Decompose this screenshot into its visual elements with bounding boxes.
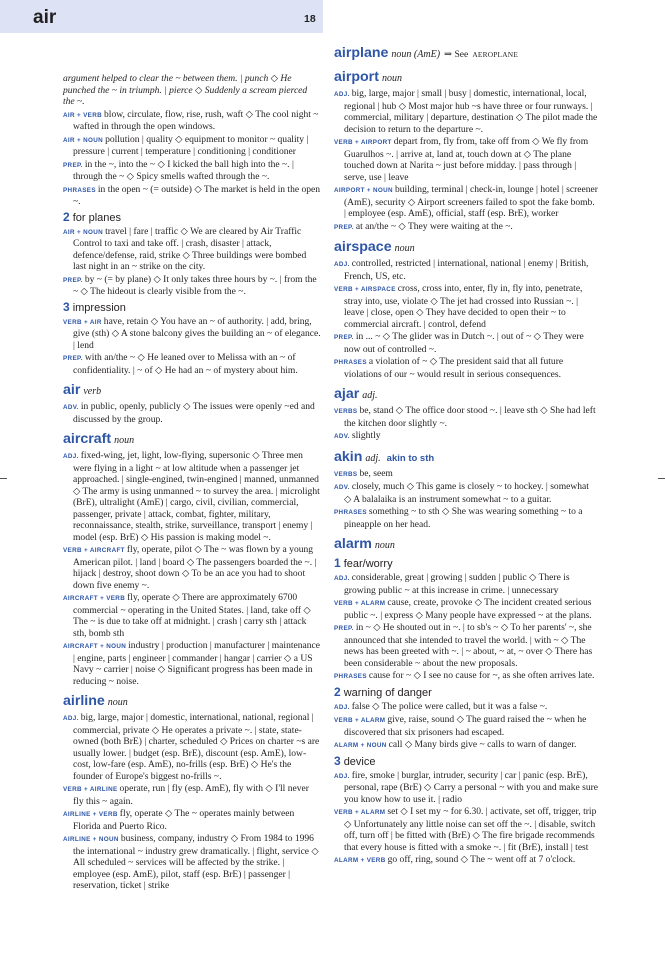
part-of-speech: adj. (365, 452, 381, 464)
headword: airplane (334, 45, 389, 61)
collocation-line (63, 159, 321, 183)
collocation-label: VERB + AIRCRAFT (63, 547, 125, 554)
part-of-speech: noun (AmE) (391, 49, 441, 60)
collocation-label: PREP. (334, 334, 354, 341)
collocation-text: slightly (351, 430, 381, 441)
headword: air (63, 382, 81, 398)
headword-line (63, 430, 321, 449)
collocation-label: PREP. (63, 276, 83, 284)
headword: airport (334, 69, 379, 85)
collocation-label: PREP. (334, 223, 354, 231)
right-column (334, 39, 598, 868)
sense-label: device (343, 755, 376, 768)
collocation-text: call ◇ Many birds give ~ calls to warn of danger. (388, 739, 577, 750)
crop-mark-left (0, 478, 7, 479)
collocation-label: ADV. (334, 433, 350, 440)
collocation-text: big, large, major | domestic, international, national, regional | commercial, private ◇ He operates a private ~. | state, state-owned (both BrE) | charter, scheduled ◇ Prices on charter ~s are usually lower. | budget (esp. BrE), discount (esp. AmE), low-cost, low-fare (esp. AmE), no-frills (esp. BrE) ◇ He's the founder of Europe's biggest no-frills ~. (73, 712, 320, 782)
collocation-line (63, 783, 321, 807)
headword-line (334, 385, 598, 404)
cross-reference: ⇒ See (444, 49, 469, 60)
collocation-label: VERB + ALARM (334, 600, 386, 607)
headword: aircraft (63, 431, 112, 447)
collocation-label: AIRLINE + NOUN (63, 836, 119, 843)
collocation-label: ADJ. (334, 261, 350, 268)
collocation-label: VERBS (334, 408, 358, 415)
collocation-text: building, terminal | check-in, lounge | hotel | screener (AmE), security ◇ Airport screeners failed to spot the fake bomb. | employee (esp. AmE), official, staff (esp. BrE), worker (344, 184, 598, 219)
collocation-line (63, 316, 321, 352)
collocation-label: PHRASES (334, 673, 367, 680)
headword-line (334, 68, 598, 87)
collocation-label: ALARM + VERB (334, 857, 386, 864)
collocation-text: in ~ ◇ He shouted out in ~. | to sb's ~ ◇ To her parents' ~, she announced that she intended to travel the world. | with ~ ◇ The news has been greeted with ~. | ~ about, ~ at, ~ over ◇ There has been considerable ~ about the new proposals. (344, 622, 593, 669)
collocation-line (334, 770, 598, 806)
collocation-line (63, 640, 321, 687)
collocation-text: in the ~, into the ~ ◇ I kicked the ball high into the ~. | through the ~ ◇ Spicy smells wafted through the ~. (73, 158, 294, 182)
collocation-label: PHRASES (63, 186, 96, 194)
collocation-line (63, 274, 321, 298)
collocation-line (334, 806, 598, 853)
collocation-text: a violation of ~ ◇ The president said that all future violations of our ~ would result in serious consequences. (344, 356, 564, 380)
collocation-line (63, 450, 321, 543)
collocation-label: AIRCRAFT + VERB (63, 595, 126, 602)
collocation-line (334, 221, 598, 234)
collocation-text: by ~ (= by plane) ◇ It only takes three hours by ~. | from the ~ ◇ The hideout is clearly visible from the ~. (73, 273, 317, 297)
collocation-label: ADV. (334, 484, 350, 491)
sense-heading (63, 301, 321, 315)
collocation-line (334, 184, 598, 220)
collocation-text: cross, cross into, enter, fly in, fly into, penetrate, stray into, use, violate ◇ The jet had crossed into Russian ~. | leave | close, open ◇ They have decided to open their ~ to commercial aircraft. | control, defend (344, 283, 583, 330)
sense-heading (63, 211, 321, 225)
part-of-speech: verb (83, 386, 102, 397)
collocation-label: VERB + AIRLINE (63, 786, 118, 793)
collocation-label: AIRPORT + NOUN (334, 187, 393, 194)
part-of-speech: noun (114, 435, 135, 446)
sub-headword: akin to sth (386, 452, 435, 464)
collocation-line (334, 283, 598, 330)
collocation-line (334, 481, 598, 505)
collocation-line (334, 430, 598, 443)
collocation-line (63, 184, 321, 208)
headword-line (63, 692, 321, 711)
collocation-line (334, 136, 598, 183)
collocation-label: AIRLINE + VERB (63, 811, 118, 818)
headword: airline (63, 693, 105, 709)
entry-continuation (63, 73, 321, 108)
collocation-label: PHRASES (334, 509, 367, 516)
collocation-line (63, 592, 321, 639)
collocation-label: AIRCRAFT + NOUN (63, 643, 127, 650)
collocation-text: travel | fare | traffic ◇ We are cleared by Air Traffic Control to taxi and take off. | crash, disaster | attack, defence/defense, raid, strike ◇ Three buildings were bombed last night in an ~ strike on the city. (73, 225, 307, 272)
collocation-label: ADJ. (334, 703, 350, 711)
collocation-line (63, 833, 321, 892)
collocation-text: blow, circulate, flow, rise, rush, waft ◇ The cool night ~ wafted in through the open windows. (73, 108, 319, 132)
collocation-line (334, 622, 598, 669)
crop-mark-right (658, 478, 665, 479)
collocation-text: cause for ~ ◇ I see no cause for ~, as she often arrives late. (368, 670, 595, 681)
headword-line (334, 448, 598, 467)
collocation-label: PREP. (63, 161, 83, 169)
collocation-label: ADJ. (334, 91, 350, 98)
collocation-line (334, 258, 598, 282)
collocation-text: go off, ring, sound ◇ The ~ went off at 7 o'clock. (387, 854, 576, 865)
headword-line (334, 535, 598, 554)
part-of-speech: noun (107, 697, 128, 708)
collocation-line (334, 405, 598, 429)
collocation-text: fly, operate ◇ There are approximately 6700 commercial ~ operating in the United States. | land, take off ◇ The ~ is due to take off at midnight. | crash | carry sth | attack sth, bomb sth (73, 592, 311, 639)
collocation-line (334, 854, 598, 867)
sense-heading (334, 686, 598, 700)
collocation-line (334, 356, 598, 380)
collocation-label: ADV. (63, 404, 79, 411)
collocation-text: pollution | quality ◇ equipment to monitor ~ quality | pressure | current | temperature | conditioning | conditioner (73, 133, 309, 157)
sense-label: impression (72, 301, 126, 314)
collocation-text: fly, operate, pilot ◇ The ~ was flown by a young American pilot. | land | board ◇ The passengers boarded the ~. | hijack | destroy, shoot down ◇ To be an ace you had to shoot down five enemy ~. (73, 544, 317, 591)
collocation-line (334, 714, 598, 738)
collocation-text: give, raise, sound ◇ The guard raised the ~ when he discovered that six prisoners had escaped. (344, 714, 587, 738)
headword-line (334, 238, 598, 257)
collocation-label: VERB + ALARM (334, 717, 386, 724)
sense-label: fear/worry (343, 558, 393, 570)
sense-label: warning of danger (343, 686, 432, 699)
collocation-line (63, 808, 321, 832)
collocation-text: be, stand ◇ The office door stood ~. | leave sth ◇ She had left the kitchen door slightly ~. (344, 405, 596, 429)
collocation-line (63, 352, 321, 376)
sense-heading (334, 755, 598, 769)
collocation-line (334, 670, 598, 683)
collocation-line (334, 506, 598, 530)
collocation-line (63, 226, 321, 273)
collocation-text: in the open ~ (= outside) ◇ The market is held in the open ~. (73, 183, 321, 207)
collocation-text: closely, much ◇ This game is closely ~ to hockey. | somewhat ◇ A balalaika is an instrument somewhat ~ to a guitar. (344, 481, 589, 505)
collocation-line (63, 134, 321, 158)
collocation-label: PHRASES (334, 359, 367, 366)
collocation-text: false ◇ The police were called, but it was a false ~. (351, 700, 548, 712)
part-of-speech: adj. (362, 390, 378, 401)
part-of-speech: noun (374, 540, 395, 551)
headword-line (63, 381, 321, 400)
sense-number: 3 (334, 753, 341, 768)
collocation-label: AIR + VERB (63, 111, 103, 119)
collocation-text: business, company, industry ◇ From 1984 to 1996 the international ~ industry grew dramatically. | flight, service ◇ All scheduled ~ services will be affected by the strike. | employee (esp. AmE), pilot, staff (esp. BrE) | passenger | reservation, ticket | strike (73, 833, 319, 891)
sense-number: 3 (63, 299, 70, 314)
collocation-label: ALARM + NOUN (334, 742, 387, 749)
collocation-line (63, 401, 321, 425)
sense-number: 1 (334, 556, 341, 570)
collocation-text: set ◇ I set my ~ for 6.30. | activate, set off, trigger, trip ◇ Unfortunately any little noise can set off the ~. | disable, switch off, turn off | be fitted with (BrE) ◇ The fire brigade recommends that every house is fitted with a smoke ~. | fit (BrE), install | test (344, 806, 597, 853)
collocation-line (334, 701, 598, 714)
collocation-label: VERBS (334, 470, 358, 478)
running-headword: air (33, 7, 57, 28)
left-column (63, 73, 321, 893)
headword: akin (334, 448, 363, 465)
collocation-text: controlled, restricted | international, national | enemy | British, French, US, etc. (344, 258, 589, 282)
sense-heading (334, 557, 598, 571)
part-of-speech: noun (381, 73, 402, 84)
collocation-text: be, seem (359, 467, 393, 479)
collocation-label: PREP. (63, 355, 83, 362)
headword: alarm (334, 536, 372, 552)
collocation-text: something ~ to sth ◇ She was wearing something ~ to a pineapple on her head. (344, 506, 583, 530)
sense-number: 2 (334, 684, 341, 699)
cross-reference-word: AEROPLANE (472, 50, 519, 59)
headword-line (334, 44, 598, 63)
collocation-line (334, 572, 598, 596)
collocation-text: with an/the ~ ◇ He leaned over to Melissa with an ~ of confidentiality. | ~ of ◇ He had an ~ of mystery about him. (73, 352, 298, 376)
collocation-text: have, retain ◇ You have an ~ of authority. | add, bring, give (sth) ◇ A stone balcony gives the building an ~ of elegance. | lend (73, 315, 321, 351)
collocation-label: AIR + NOUN (63, 228, 104, 236)
collocation-label: VERB + AIRPORT (334, 139, 392, 146)
collocation-text: in ... ~ ◇ The glider was in Dutch ~. | out of ~ ◇ They were now out of controlled ~. (344, 331, 584, 355)
sense-label: for planes (72, 211, 121, 224)
collocation-label: PREP. (334, 625, 354, 632)
collocation-label: ADJ. (63, 715, 79, 722)
headword: ajar (334, 386, 360, 402)
collocation-line (334, 331, 598, 355)
collocation-text: depart from, fly from, take off from ◇ We fly from Guarulhos ~. | arrive at, land at, touch down at ◇ The plane touched down at Narita ~ just before midday. | pass through | serve, use | leave (344, 136, 589, 183)
collocation-text: fire, smoke | burglar, intruder, security | car | panic (esp. BrE), personal, rape (BrE) ◇ Carry a personal ~ with you and make sure you know how to use it. | radio (344, 769, 599, 805)
collocation-text: considerable, great | growing | sudden | public ◇ There is growing public ~ at this increase in crime. | unnecessary (344, 572, 570, 596)
collocation-line (334, 88, 598, 135)
collocation-line (334, 468, 598, 481)
collocation-line (63, 109, 321, 133)
collocation-label: VERB + ALARM (334, 809, 386, 816)
collocation-text: in public, openly, publicly ◇ The issues were openly ~ed and discussed by the group. (73, 401, 315, 425)
part-of-speech: noun (394, 243, 415, 254)
collocation-text: industry | production | manufacturer | maintenance | engine, parts | engineer | commander | hangar | carrier ◇ a US Navy ~ carrier | noise ◇ Significant progress has been made in reducing ~ noise. (73, 640, 320, 687)
collocation-text: big, large, major | small | busy | domestic, international, local, regional | hub ◇ Most major hub ~s have three or four runways. | commercial, military | departure, destination ◇ The pilot made the decision to return to the departure ~. (344, 88, 598, 135)
collocation-label: ADJ. (334, 772, 350, 780)
collocation-text: operate, run | fly (esp. AmE), fly with ◇ I'll never fly this ~ again. (73, 783, 309, 807)
entry-text: argument helped to clear the ~ between them. | punch ◇ He punched the ~ in triumph. | pierce ◇ Suddenly a scream pierced the ~. (63, 73, 308, 107)
collocation-line (334, 739, 598, 752)
collocation-label: ADJ. (63, 453, 79, 460)
collocation-line (63, 544, 321, 591)
collocation-label: ADJ. (334, 575, 350, 582)
collocation-line (63, 712, 321, 782)
collocation-text: cause, create, provoke ◇ The incident created serious public ~. | express ◇ Many people have expressed ~ at the plans. (344, 597, 592, 621)
page-number: 18 (304, 13, 316, 25)
collocation-label: AIR + NOUN (63, 136, 104, 144)
collocation-line (334, 597, 598, 621)
collocation-label: VERB + AIRSPACE (334, 286, 396, 293)
page-header (0, 0, 323, 33)
collocation-label: VERB + AIR (63, 318, 102, 326)
collocation-text: at an/the ~ ◇ They were waiting at the ~. (355, 220, 513, 232)
sense-number: 2 (63, 209, 70, 224)
collocation-text: fly, operate ◇ The ~ operates mainly between Florida and Puerto Rico. (73, 808, 295, 832)
collocation-text: fixed-wing, jet, light, low-flying, supersonic ◇ Three men were flying in a light ~ at low altitude when a passenger jet approached. | single-engined, twin-engined | manned, unmanned ◇ The army is using unmanned ~ to survey the area. | microlight (BrE), ultralight (AmE) | cargo, civil, civilian, commercial, passenger, private | attack, combat, fighter, military, reconnaissance, stealth, strike, surveillance, transport | enemy | model (esp. BrE) ◇ His passion is making model ~. (73, 450, 320, 543)
headword: airspace (334, 239, 392, 255)
